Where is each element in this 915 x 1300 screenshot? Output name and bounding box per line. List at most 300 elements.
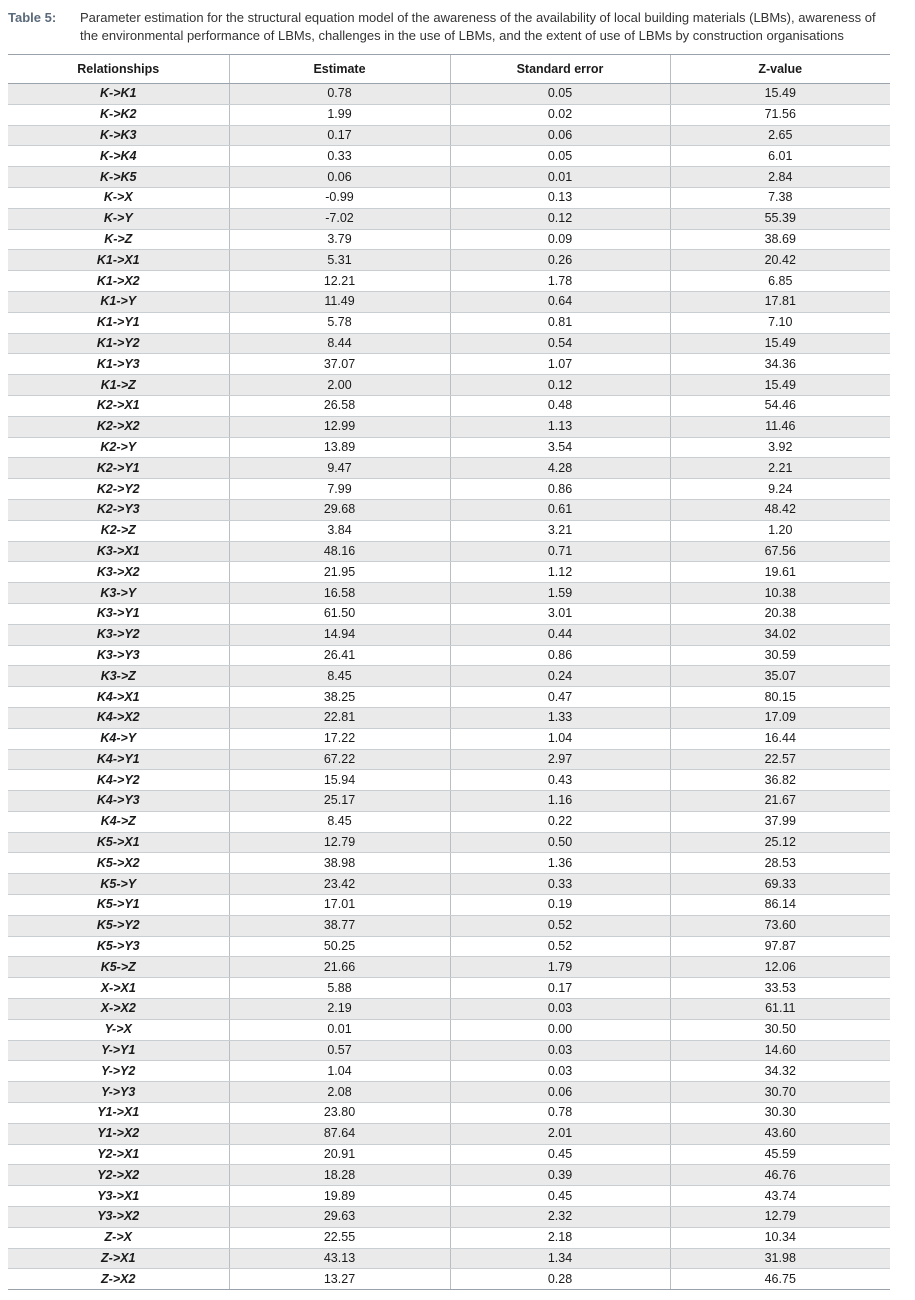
cell-z-value: 37.99 [670,811,890,832]
cell-z-value: 20.38 [670,603,890,624]
cell-estimate: -0.99 [229,187,450,208]
cell-estimate: 14.94 [229,624,450,645]
cell-estimate: 50.25 [229,936,450,957]
cell-z-value: 3.92 [670,437,890,458]
cell-standard-error: 0.03 [450,1040,670,1061]
cell-estimate: 22.55 [229,1227,450,1248]
table-row [8,125,890,146]
cell-z-value: 31.98 [670,1248,890,1269]
cell-z-value: 22.57 [670,749,890,770]
table-row [8,1269,890,1290]
table-row [8,395,890,416]
cell-standard-error: 1.78 [450,271,670,292]
table-row [8,1227,890,1248]
cell-z-value: 38.69 [670,229,890,250]
cell-z-value: 30.59 [670,645,890,666]
table-row [8,499,890,520]
cell-estimate: 1.04 [229,1061,450,1082]
table-row [8,1186,890,1207]
cell-z-value: 30.30 [670,1103,890,1124]
cell-relationship: K1->Y2 [8,333,229,354]
cell-z-value: 10.34 [670,1227,890,1248]
cell-z-value: 35.07 [670,666,890,687]
cell-z-value: 34.02 [670,624,890,645]
cell-z-value: 61.11 [670,999,890,1020]
cell-relationship: Z->X2 [8,1269,229,1290]
cell-standard-error: 0.86 [450,645,670,666]
table-row [8,978,890,999]
table-row [8,520,890,541]
table-row [8,936,890,957]
cell-z-value: 20.42 [670,250,890,271]
cell-relationship: K5->X2 [8,853,229,874]
cell-relationship: K->K3 [8,125,229,146]
cell-estimate: 18.28 [229,1165,450,1186]
cell-standard-error: 0.01 [450,167,670,188]
table-row [8,229,890,250]
cell-estimate: 29.68 [229,499,450,520]
cell-standard-error: 0.05 [450,84,670,105]
cell-estimate: 8.45 [229,666,450,687]
cell-z-value: 43.60 [670,1123,890,1144]
cell-z-value: 2.65 [670,125,890,146]
table-row [8,1165,890,1186]
cell-standard-error: 2.32 [450,1207,670,1228]
table-row [8,187,890,208]
cell-relationship: K4->Y3 [8,791,229,812]
table-row [8,167,890,188]
table-row [8,915,890,936]
cell-standard-error: 0.48 [450,395,670,416]
cell-standard-error: 0.81 [450,312,670,333]
cell-relationship: Y1->X1 [8,1103,229,1124]
cell-z-value: 19.61 [670,562,890,583]
table-caption [8,9,893,45]
table-row [8,832,890,853]
cell-estimate: 23.80 [229,1103,450,1124]
table-row [8,583,890,604]
cell-estimate: 12.79 [229,832,450,853]
cell-z-value: 12.06 [670,957,890,978]
cell-standard-error: 0.61 [450,499,670,520]
cell-standard-error: 0.02 [450,104,670,125]
cell-z-value: 43.74 [670,1186,890,1207]
cell-standard-error: 0.06 [450,125,670,146]
cell-relationship: K2->Z [8,520,229,541]
cell-z-value: 36.82 [670,770,890,791]
cell-estimate: 23.42 [229,874,450,895]
cell-standard-error: 1.36 [450,853,670,874]
cell-relationship: K4->X1 [8,687,229,708]
header-estimate: Estimate [229,55,450,84]
table-row [8,250,890,271]
cell-z-value: 80.15 [670,687,890,708]
cell-relationship: K3->Y3 [8,645,229,666]
cell-relationship: K5->Z [8,957,229,978]
cell-standard-error: 0.22 [450,811,670,832]
cell-z-value: 16.44 [670,728,890,749]
cell-relationship: K3->Y1 [8,603,229,624]
cell-relationship: Y1->X2 [8,1123,229,1144]
cell-z-value: 12.79 [670,1207,890,1228]
table-row [8,291,890,312]
cell-standard-error: 0.47 [450,687,670,708]
table-row [8,1082,890,1103]
cell-z-value: 48.42 [670,499,890,520]
cell-relationship: K5->Y3 [8,936,229,957]
cell-estimate: 20.91 [229,1144,450,1165]
cell-relationship: K1->Z [8,375,229,396]
table-row [8,853,890,874]
header-row [8,55,890,84]
table-row [8,146,890,167]
cell-standard-error: 1.34 [450,1248,670,1269]
cell-standard-error: 0.13 [450,187,670,208]
cell-relationship: K2->X1 [8,395,229,416]
cell-estimate: 12.99 [229,416,450,437]
cell-z-value: 7.38 [670,187,890,208]
cell-estimate: 13.27 [229,1269,450,1290]
cell-standard-error: 0.50 [450,832,670,853]
cell-relationship: X->X1 [8,978,229,999]
table-row [8,1144,890,1165]
cell-relationship: K->Y [8,208,229,229]
cell-z-value: 17.81 [670,291,890,312]
cell-estimate: 0.17 [229,125,450,146]
table-row [8,791,890,812]
table-row [8,84,890,105]
cell-relationship: X->X2 [8,999,229,1020]
cell-relationship: K5->X1 [8,832,229,853]
cell-standard-error: 3.21 [450,520,670,541]
cell-standard-error: 0.52 [450,936,670,957]
cell-relationship: K3->X2 [8,562,229,583]
cell-z-value: 15.49 [670,333,890,354]
cell-relationship: K1->Y3 [8,354,229,375]
cell-estimate: 17.22 [229,728,450,749]
cell-estimate: 0.57 [229,1040,450,1061]
cell-estimate: 12.21 [229,271,450,292]
cell-z-value: 67.56 [670,541,890,562]
table-row [8,624,890,645]
cell-z-value: 25.12 [670,832,890,853]
cell-z-value: 97.87 [670,936,890,957]
cell-standard-error: 0.03 [450,999,670,1020]
cell-estimate: 9.47 [229,458,450,479]
cell-estimate: 2.19 [229,999,450,1020]
cell-standard-error: 0.00 [450,1019,670,1040]
cell-standard-error: 1.12 [450,562,670,583]
cell-estimate: 0.33 [229,146,450,167]
cell-estimate: 1.99 [229,104,450,125]
cell-estimate: 38.98 [229,853,450,874]
cell-relationship: K2->Y [8,437,229,458]
cell-z-value: 1.20 [670,520,890,541]
cell-standard-error: 0.17 [450,978,670,999]
cell-relationship: Y2->X2 [8,1165,229,1186]
cell-estimate: 8.44 [229,333,450,354]
cell-estimate: 26.41 [229,645,450,666]
cell-standard-error: 2.97 [450,749,670,770]
table-row [8,874,890,895]
cell-relationship: Z->X [8,1227,229,1248]
table-row [8,1123,890,1144]
cell-z-value: 6.85 [670,271,890,292]
cell-estimate: 11.49 [229,291,450,312]
cell-relationship: K->X [8,187,229,208]
cell-relationship: K->K4 [8,146,229,167]
caption-label: Table 5: [8,10,57,25]
cell-standard-error: 2.18 [450,1227,670,1248]
cell-standard-error: 0.45 [450,1144,670,1165]
cell-z-value: 2.21 [670,458,890,479]
cell-z-value: 34.32 [670,1061,890,1082]
cell-estimate: 5.88 [229,978,450,999]
cell-estimate: 0.78 [229,84,450,105]
cell-z-value: 30.70 [670,1082,890,1103]
table-row [8,999,890,1020]
header-relationships: Relationships [8,55,229,84]
cell-standard-error: 0.45 [450,1186,670,1207]
cell-standard-error: 0.78 [450,1103,670,1124]
cell-estimate: 5.78 [229,312,450,333]
cell-estimate: 37.07 [229,354,450,375]
table-row [8,104,890,125]
table-row [8,479,890,500]
cell-standard-error: 1.79 [450,957,670,978]
cell-estimate: 16.58 [229,583,450,604]
table-row [8,375,890,396]
table-row [8,687,890,708]
table-row [8,271,890,292]
cell-estimate: 17.01 [229,895,450,916]
cell-z-value: 86.14 [670,895,890,916]
cell-relationship: K4->Y1 [8,749,229,770]
cell-estimate: 13.89 [229,437,450,458]
cell-z-value: 71.56 [670,104,890,125]
cell-relationship: Y->Y2 [8,1061,229,1082]
cell-relationship: K1->X1 [8,250,229,271]
cell-estimate: 0.06 [229,167,450,188]
cell-standard-error: 1.59 [450,583,670,604]
table-row [8,645,890,666]
cell-relationship: Y->Y3 [8,1082,229,1103]
table-row [8,603,890,624]
cell-estimate: 5.31 [229,250,450,271]
header-standard-error: Standard error [450,55,670,84]
cell-relationship: K4->Z [8,811,229,832]
cell-standard-error: 4.28 [450,458,670,479]
cell-relationship: Y2->X1 [8,1144,229,1165]
table-row [8,1207,890,1228]
cell-relationship: K4->Y [8,728,229,749]
caption-text: Parameter estimation for the structural equation model of the awareness of the availability of local building materials (LBMs), awareness of the environmental performance of LBMs, challenges in the use of LBMs, and the extent of use of LBMs by construction organisations [80,10,876,43]
cell-relationship: Y3->X2 [8,1207,229,1228]
cell-z-value: 15.49 [670,375,890,396]
cell-standard-error: 0.12 [450,375,670,396]
table-row [8,333,890,354]
cell-standard-error: 0.24 [450,666,670,687]
cell-estimate: 2.08 [229,1082,450,1103]
cell-estimate: 22.81 [229,707,450,728]
table-row [8,707,890,728]
cell-z-value: 9.24 [670,479,890,500]
cell-relationship: K3->X1 [8,541,229,562]
cell-estimate: 38.25 [229,687,450,708]
cell-standard-error: 0.09 [450,229,670,250]
cell-relationship: K3->Z [8,666,229,687]
cell-estimate: 3.84 [229,520,450,541]
cell-standard-error: 0.28 [450,1269,670,1290]
cell-relationship: K5->Y [8,874,229,895]
table-row [8,312,890,333]
cell-estimate: 25.17 [229,791,450,812]
cell-z-value: 33.53 [670,978,890,999]
cell-estimate: 38.77 [229,915,450,936]
cell-standard-error: 0.05 [450,146,670,167]
table-row [8,1248,890,1269]
table-container [8,54,890,1290]
cell-z-value: 15.49 [670,84,890,105]
cell-estimate: 19.89 [229,1186,450,1207]
cell-standard-error: 0.86 [450,479,670,500]
cell-estimate: 87.64 [229,1123,450,1144]
cell-z-value: 30.50 [670,1019,890,1040]
cell-estimate: 8.45 [229,811,450,832]
cell-z-value: 45.59 [670,1144,890,1165]
cell-estimate: 3.79 [229,229,450,250]
table-row [8,541,890,562]
table-row [8,354,890,375]
cell-standard-error: 3.01 [450,603,670,624]
cell-relationship: K1->X2 [8,271,229,292]
parameter-estimation-table [8,54,890,1290]
cell-standard-error: 0.71 [450,541,670,562]
cell-relationship: K4->X2 [8,707,229,728]
cell-standard-error: 1.13 [450,416,670,437]
table-row [8,208,890,229]
cell-standard-error: 0.52 [450,915,670,936]
cell-relationship: K3->Y [8,583,229,604]
table-row [8,416,890,437]
cell-standard-error: 0.54 [450,333,670,354]
cell-standard-error: 0.44 [450,624,670,645]
table-row [8,811,890,832]
cell-relationship: K2->Y2 [8,479,229,500]
cell-z-value: 7.10 [670,312,890,333]
cell-estimate: 21.66 [229,957,450,978]
cell-standard-error: 0.64 [450,291,670,312]
cell-z-value: 28.53 [670,853,890,874]
table-row [8,458,890,479]
cell-standard-error: 3.54 [450,437,670,458]
cell-estimate: 0.01 [229,1019,450,1040]
cell-z-value: 10.38 [670,583,890,604]
cell-estimate: 7.99 [229,479,450,500]
cell-standard-error: 1.04 [450,728,670,749]
cell-relationship: K3->Y2 [8,624,229,645]
cell-relationship: K4->Y2 [8,770,229,791]
cell-z-value: 69.33 [670,874,890,895]
header-z-value: Z-value [670,55,890,84]
cell-estimate: 2.00 [229,375,450,396]
cell-estimate: 48.16 [229,541,450,562]
cell-estimate: 29.63 [229,1207,450,1228]
cell-z-value: 73.60 [670,915,890,936]
cell-relationship: Z->X1 [8,1248,229,1269]
table-row [8,749,890,770]
cell-z-value: 17.09 [670,707,890,728]
cell-estimate: 61.50 [229,603,450,624]
cell-z-value: 2.84 [670,167,890,188]
cell-z-value: 46.75 [670,1269,890,1290]
cell-z-value: 11.46 [670,416,890,437]
cell-z-value: 46.76 [670,1165,890,1186]
cell-relationship: K->K5 [8,167,229,188]
cell-relationship: Y3->X1 [8,1186,229,1207]
table-row [8,770,890,791]
cell-relationship: Y->X [8,1019,229,1040]
table-row [8,728,890,749]
cell-estimate: -7.02 [229,208,450,229]
cell-relationship: K2->X2 [8,416,229,437]
cell-relationship: Y->Y1 [8,1040,229,1061]
cell-estimate: 15.94 [229,770,450,791]
cell-z-value: 54.46 [670,395,890,416]
cell-relationship: K5->Y2 [8,915,229,936]
cell-standard-error: 1.33 [450,707,670,728]
cell-standard-error: 0.06 [450,1082,670,1103]
cell-estimate: 43.13 [229,1248,450,1269]
cell-relationship: K->K1 [8,84,229,105]
table-row [8,1040,890,1061]
cell-relationship: K1->Y [8,291,229,312]
cell-standard-error: 1.16 [450,791,670,812]
cell-estimate: 67.22 [229,749,450,770]
cell-standard-error: 2.01 [450,1123,670,1144]
table-row [8,895,890,916]
table-row [8,562,890,583]
table-row [8,1061,890,1082]
table-row [8,437,890,458]
cell-standard-error: 0.03 [450,1061,670,1082]
table-row [8,957,890,978]
cell-standard-error: 1.07 [450,354,670,375]
cell-standard-error: 0.12 [450,208,670,229]
table-row [8,666,890,687]
cell-relationship: K1->Y1 [8,312,229,333]
table-row [8,1019,890,1040]
cell-z-value: 6.01 [670,146,890,167]
cell-standard-error: 0.19 [450,895,670,916]
table-body [8,84,890,1290]
cell-standard-error: 0.39 [450,1165,670,1186]
cell-z-value: 55.39 [670,208,890,229]
cell-estimate: 26.58 [229,395,450,416]
cell-relationship: K->K2 [8,104,229,125]
cell-z-value: 34.36 [670,354,890,375]
cell-standard-error: 0.26 [450,250,670,271]
cell-relationship: K->Z [8,229,229,250]
cell-relationship: K2->Y1 [8,458,229,479]
cell-standard-error: 0.33 [450,874,670,895]
cell-z-value: 21.67 [670,791,890,812]
cell-relationship: K5->Y1 [8,895,229,916]
cell-z-value: 14.60 [670,1040,890,1061]
table-header [8,55,890,84]
cell-estimate: 21.95 [229,562,450,583]
table-row [8,1103,890,1124]
